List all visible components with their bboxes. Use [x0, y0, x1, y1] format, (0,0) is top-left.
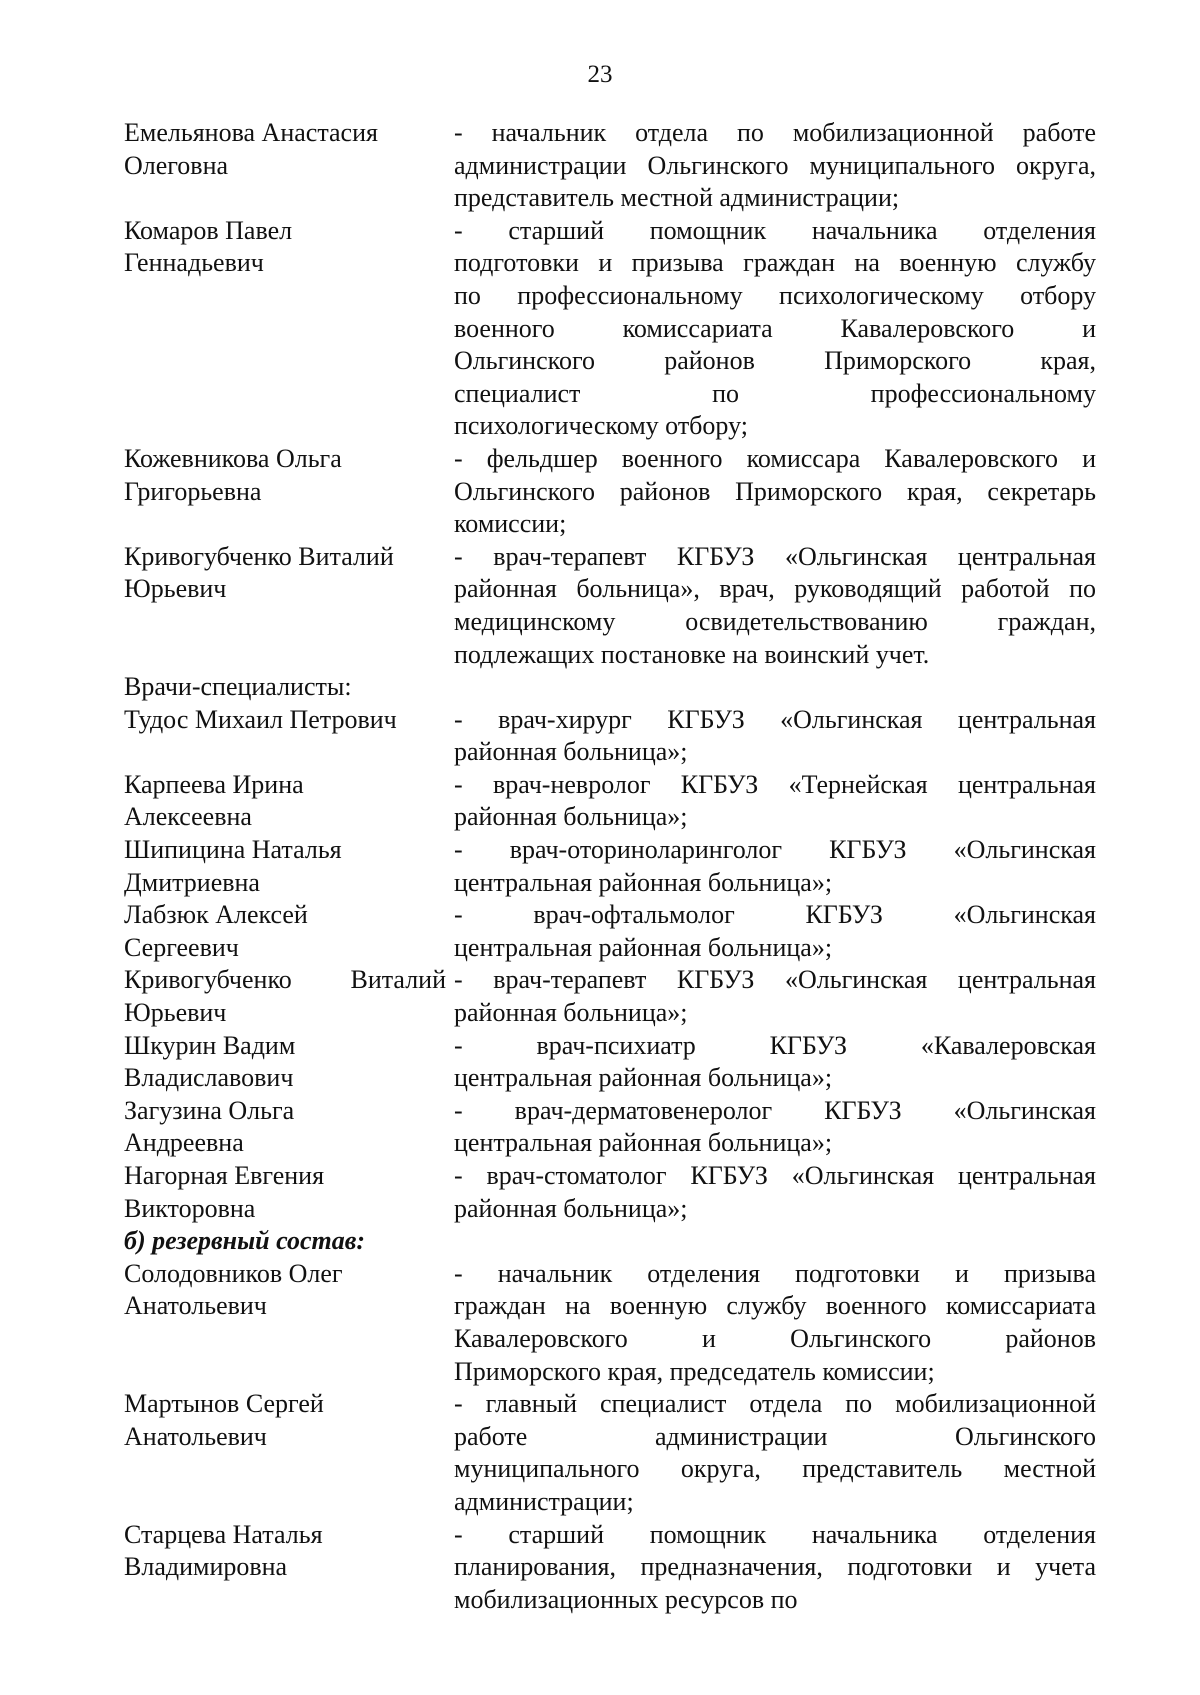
member-position-line: - старший помощник начальника отделения	[454, 215, 1096, 245]
member-name-line: Владиславович	[124, 1063, 294, 1093]
member-name	[124, 215, 454, 443]
doctors-group	[124, 704, 1096, 1226]
member-position-line: муниципального округа, представитель местной	[454, 1454, 1096, 1484]
member-entry	[124, 215, 1096, 443]
member-entry	[124, 1258, 1096, 1388]
member-position-line: Приморского края, председатель комиссии;	[454, 1356, 935, 1386]
member-name	[124, 1030, 454, 1095]
member-position	[454, 769, 1096, 834]
member-name	[124, 1519, 454, 1617]
member-name-line: Кривогубченко Виталий	[124, 541, 394, 571]
member-position-line: центральная районная больница»;	[454, 1063, 833, 1093]
reserve-heading: б) резервный состав:	[124, 1226, 365, 1256]
member-position-line: медицинскому освидетельствованию граждан,	[454, 606, 1096, 636]
member-entry	[124, 704, 1096, 769]
member-entry	[124, 541, 1096, 671]
member-entry	[124, 899, 1096, 964]
member-position	[454, 1388, 1096, 1518]
member-position-line: - врач-терапевт КГБУЗ «Ольгинская центральная	[454, 965, 1096, 995]
member-position-line: администрации Ольгинского муниципального округа,	[454, 150, 1096, 180]
member-name-line: Лабзюк Алексей	[124, 900, 308, 930]
member-name-line: Емельянова Анастасия	[124, 118, 378, 147]
member-position-line: - главный специалист отдела по мобилизационной	[454, 1389, 1096, 1419]
member-position-line: Ольгинского районов Приморского края,	[454, 346, 1096, 376]
member-position	[454, 1030, 1096, 1095]
member-name-line: Кожевникова Ольга	[124, 443, 342, 473]
member-name	[124, 704, 454, 769]
member-position	[454, 1160, 1096, 1225]
member-position-line: психологическому отбору;	[454, 411, 748, 441]
member-position-line: центральная районная больница»;	[454, 867, 833, 897]
member-name-line: Сергеевич	[124, 932, 239, 962]
member-name-line: Мартынов Сергей	[124, 1389, 324, 1419]
member-position-line: - врач-дерматовенеролог КГБУЗ «Ольгинская	[454, 1095, 1096, 1125]
member-entry	[124, 117, 1096, 215]
member-position-line: районная больница»;	[454, 802, 688, 832]
member-name-line: Геннадьевич	[124, 248, 264, 278]
member-name	[124, 769, 454, 834]
member-position-line: Кавалеровского и Ольгинского районов	[454, 1323, 1096, 1353]
member-position-line: районная больница», врач, руководящий работой по	[454, 574, 1096, 604]
member-name-line: Андреевна	[124, 1128, 244, 1158]
member-name-line: Карпеева Ирина	[124, 769, 304, 799]
member-position-line: по профессиональному психологическому отбору	[454, 280, 1096, 310]
member-entry	[124, 964, 1096, 1029]
member-position-line: центральная районная больница»;	[454, 932, 833, 962]
member-position-line: комиссии;	[454, 509, 567, 539]
member-name	[124, 834, 454, 899]
member-position-line: военного комиссариата Кавалеровского и	[454, 313, 1096, 343]
main-members-group	[124, 117, 1096, 671]
member-position	[454, 117, 1096, 215]
member-name-line: Анатольевич	[124, 1291, 267, 1321]
member-position-line: - врач-офтальмолог КГБУЗ «Ольгинская	[454, 900, 1096, 930]
member-position-line: планирования, предназначения, подготовки и учета	[454, 1552, 1096, 1582]
member-name-line: Юрьевич	[124, 574, 227, 604]
member-name-line: Анатольевич	[124, 1421, 267, 1451]
member-name-line: Юрьевич	[124, 998, 227, 1028]
member-position	[454, 541, 1096, 671]
reserve-members-group	[124, 1258, 1096, 1617]
member-name-line: Викторовна	[124, 1193, 256, 1223]
member-position-line: - врач-стоматолог КГБУЗ «Ольгинская центральная	[454, 1161, 1096, 1190]
member-entry	[124, 1519, 1096, 1617]
member-name-line: Дмитриевна	[124, 867, 260, 897]
member-entry	[124, 1160, 1096, 1225]
member-name	[124, 899, 454, 964]
member-position-line: - врач-психиатр КГБУЗ «Кавалеровская	[454, 1030, 1096, 1060]
member-name	[124, 1258, 454, 1388]
member-position-line: - врач-хирург КГБУЗ «Ольгинская центральная	[454, 704, 1096, 734]
member-position-line: мобилизационных ресурсов по	[454, 1584, 798, 1614]
member-position	[454, 704, 1096, 769]
page-number: 23	[587, 61, 613, 88]
member-name-line: Нагорная Евгения	[124, 1161, 325, 1190]
member-position-line: районная больница»;	[454, 1193, 688, 1223]
member-position-line: администрации;	[454, 1486, 634, 1516]
member-name-line: Алексеевна	[124, 802, 252, 832]
member-position-line: центральная районная больница»;	[454, 1128, 833, 1158]
member-position-line: - врач-оториноларинголог КГБУЗ «Ольгинская	[454, 835, 1096, 865]
member-position-line: - врач-невролог КГБУЗ «Тернейская центральная	[454, 769, 1096, 799]
member-position-line: специалист по профессиональному	[454, 378, 1096, 408]
member-name	[124, 1095, 454, 1160]
member-name	[124, 541, 454, 671]
member-position-line: Ольгинского районов Приморского края, секретарь	[454, 476, 1096, 506]
member-entry	[124, 1095, 1096, 1160]
member-name-line: Загузина Ольга	[124, 1095, 295, 1125]
member-position-line: - врач-терапевт КГБУЗ «Ольгинская центральная	[454, 541, 1096, 571]
member-entry	[124, 1388, 1096, 1518]
member-name-line: Олеговна	[124, 150, 229, 180]
member-name	[124, 1160, 454, 1225]
member-name	[124, 117, 454, 215]
member-position-line: работе администрации Ольгинского	[454, 1421, 1096, 1451]
member-position-line: подлежащих постановке на воинский учет.	[454, 639, 930, 669]
member-position	[454, 443, 1096, 541]
member-position-line: районная больница»;	[454, 998, 688, 1028]
member-position	[454, 1095, 1096, 1160]
member-position	[454, 964, 1096, 1029]
member-position	[454, 215, 1096, 443]
member-position-line: - начальник отдела по мобилизационной работе	[454, 118, 1096, 147]
member-position	[454, 1519, 1096, 1617]
member-name	[124, 1388, 454, 1518]
member-position	[454, 834, 1096, 899]
member-name	[124, 443, 454, 541]
member-position-line: районная больница»;	[454, 737, 688, 767]
member-name-line: Тудос Михаил Петрович	[124, 704, 397, 734]
member-name-line: Солодовников Олег	[124, 1258, 343, 1288]
member-name-line: Кривогубченко Виталий	[124, 965, 446, 995]
member-position-line: подготовки и призыва граждан на военную службу	[454, 248, 1096, 278]
member-name-line: Шипицина Наталья	[124, 835, 342, 865]
member-position-line: - старший помощник начальника отделения	[454, 1519, 1096, 1549]
member-position-line: граждан на военную службу военного комиссариата	[454, 1291, 1096, 1321]
member-name-line: Шкурин Вадим	[124, 1030, 296, 1060]
member-position	[454, 899, 1096, 964]
member-position-line: представитель местной администрации;	[454, 183, 900, 213]
member-position-line: - фельдшер военного комиссара Кавалеровского и	[454, 443, 1096, 473]
member-name-line: Григорьевна	[124, 476, 262, 506]
member-name-line: Старцева Наталья	[124, 1519, 323, 1549]
member-name-line: Владимировна	[124, 1552, 288, 1582]
member-entry	[124, 769, 1096, 834]
member-entry	[124, 443, 1096, 541]
doctors-heading: Врачи-специалисты:	[124, 672, 352, 702]
member-entry	[124, 834, 1096, 899]
member-name	[124, 964, 454, 1029]
member-position	[454, 1258, 1096, 1388]
member-entry	[124, 1030, 1096, 1095]
commission-list	[124, 117, 1096, 1616]
member-name-line: Комаров Павел	[124, 215, 293, 245]
member-position-line: - начальник отделения подготовки и призыва	[454, 1258, 1096, 1288]
